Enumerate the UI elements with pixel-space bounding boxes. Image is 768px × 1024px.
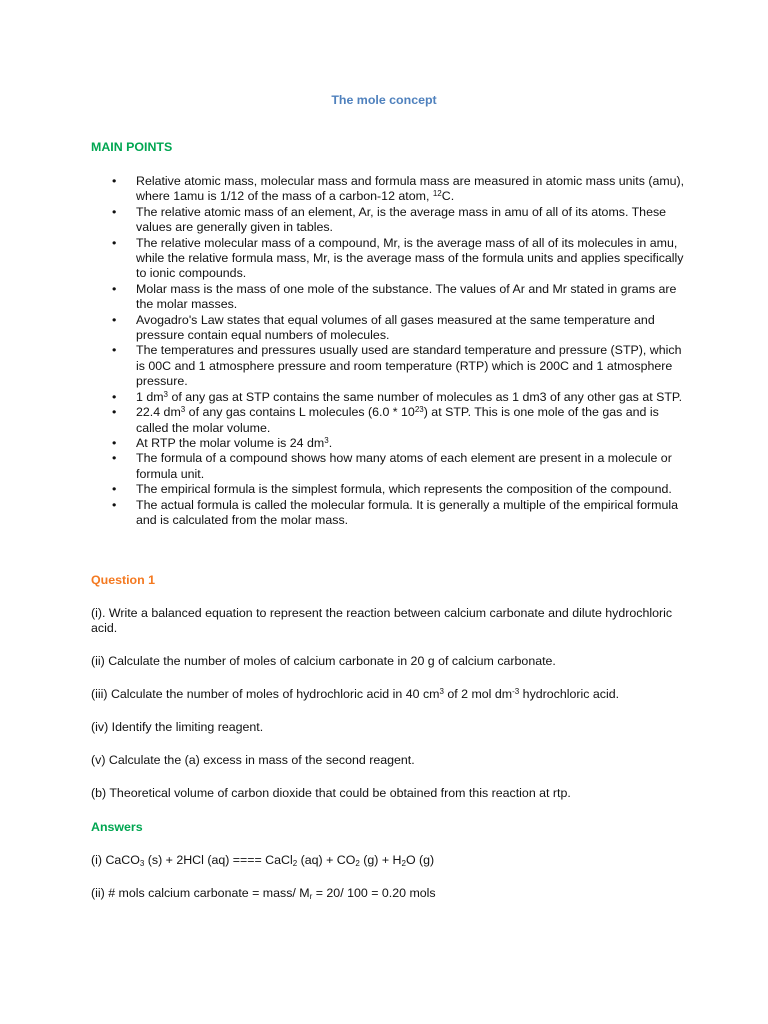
answer-part-ii: (ii) # mols calcium carbonate = mass/ $M_r = 20/$ 100 = 0.20 mols bbox=[91, 886, 436, 901]
bullet-icon: • bbox=[112, 482, 117, 497]
question-part-b: (b) Theoretical volume of carbon dioxide that could be obtained from this reaction at rtp. bbox=[91, 786, 571, 800]
bullet-icon: • bbox=[112, 281, 117, 296]
list-item: • 1 $dm^3$ of any gas at STP contains the same number of molecules as 1 dm3 of any other gas at STP. bbox=[112, 389, 683, 404]
list-item: • Molar mass is the mass of one mole of the substance. The values of Ar and Mr stated in grams are the molar masses. bbox=[112, 281, 677, 312]
list-item: • The empirical formula is the simplest formula, which represents the composition of the compound. bbox=[112, 482, 672, 497]
list-item: • The formula of a compound shows how many atoms of each element are present in a molecule or formula unit. bbox=[112, 451, 672, 481]
list-item: • 22.4 $dm^3$ of any gas contains L molecules $(6.0 * 10^{23})$ at STP. This is one mole of the gas and is called the molar volume. bbox=[112, 405, 659, 435]
bullet-icon: • bbox=[112, 343, 117, 358]
page-title: The mole concept bbox=[331, 93, 437, 107]
bullet-icon: • bbox=[112, 312, 117, 327]
question-part-iv: (iv) Identify the limiting reagent. bbox=[91, 720, 264, 734]
list-item: • The relative molecular mass of a compound, Mr, is the average mass of all of its molecules in amu, while the relative formula mass, Mr, is the average mass of the formula units and applies specifically to ionic compounds. bbox=[112, 235, 684, 281]
list-item: • The actual formula is called the molecular formula. It is generally a multiple of the empirical formula and is calculated from the molar mass. bbox=[112, 497, 678, 527]
main-points-heading: MAIN POINTS bbox=[91, 140, 173, 154]
bullet-icon: • bbox=[112, 405, 117, 420]
list-item: • The temperatures and pressures usually used are standard temperature and pressure (STP), which is 00C and 1 atmosphere pressure and room temperature (RTP) which is 200C and 1 atmosphere pressure. bbox=[112, 343, 682, 389]
bullet-icon: • bbox=[112, 235, 117, 250]
main-points-list bbox=[91, 174, 691, 528]
answer-part-i: (i) CaCO$_3$ (s) + 2HCl (aq) ==== CaCl$_2$ $(aq) + CO_2$ $(g) + H_2O$ (g) bbox=[91, 853, 435, 868]
question-part-v: (v) Calculate the (a) excess in mass of the second reagent. bbox=[91, 753, 415, 767]
bullet-icon: • bbox=[112, 389, 117, 404]
question-part-i: (i). Write a balanced equation to represent the reaction between calcium carbonate and dilute hydrochloric acid. bbox=[91, 606, 673, 636]
question-part-ii: (ii) Calculate the number of moles of calcium carbonate in 20 g of calcium carbonate. bbox=[91, 654, 556, 668]
bullet-icon: • bbox=[112, 451, 117, 466]
list-item: • The relative atomic mass of an element, Ar, is the average mass in amu of all of its atoms. These values are generally given in tables. bbox=[112, 204, 667, 235]
list-item: • Avogadro's Law states that equal volumes of all gases measured at the same temperature and pressure contain equal numbers of molecules. bbox=[112, 312, 655, 343]
bullet-icon: • bbox=[112, 204, 117, 219]
bullet-icon: • bbox=[112, 174, 117, 188]
bullet-icon: • bbox=[112, 497, 117, 512]
question-heading: Question 1 bbox=[91, 573, 156, 587]
bullet-icon: • bbox=[112, 435, 117, 450]
list-item: • At RTP the molar volume is 24 $dm^3$. bbox=[112, 435, 333, 450]
list-item: • Relative atomic mass, molecular mass and formula mass are measured in atomic mass units (amu), where 1amu is 1/12 of the mass of a carbon-12 atom, $^{12}$C. bbox=[112, 174, 685, 204]
question-part-iii: (iii) Calculate the number of moles of hydrochloric acid in 40 $cm^3$ of 2 mol $dm^{-3}$ hydrochloric acid. bbox=[91, 687, 620, 701]
answers-heading: Answers bbox=[91, 820, 143, 834]
